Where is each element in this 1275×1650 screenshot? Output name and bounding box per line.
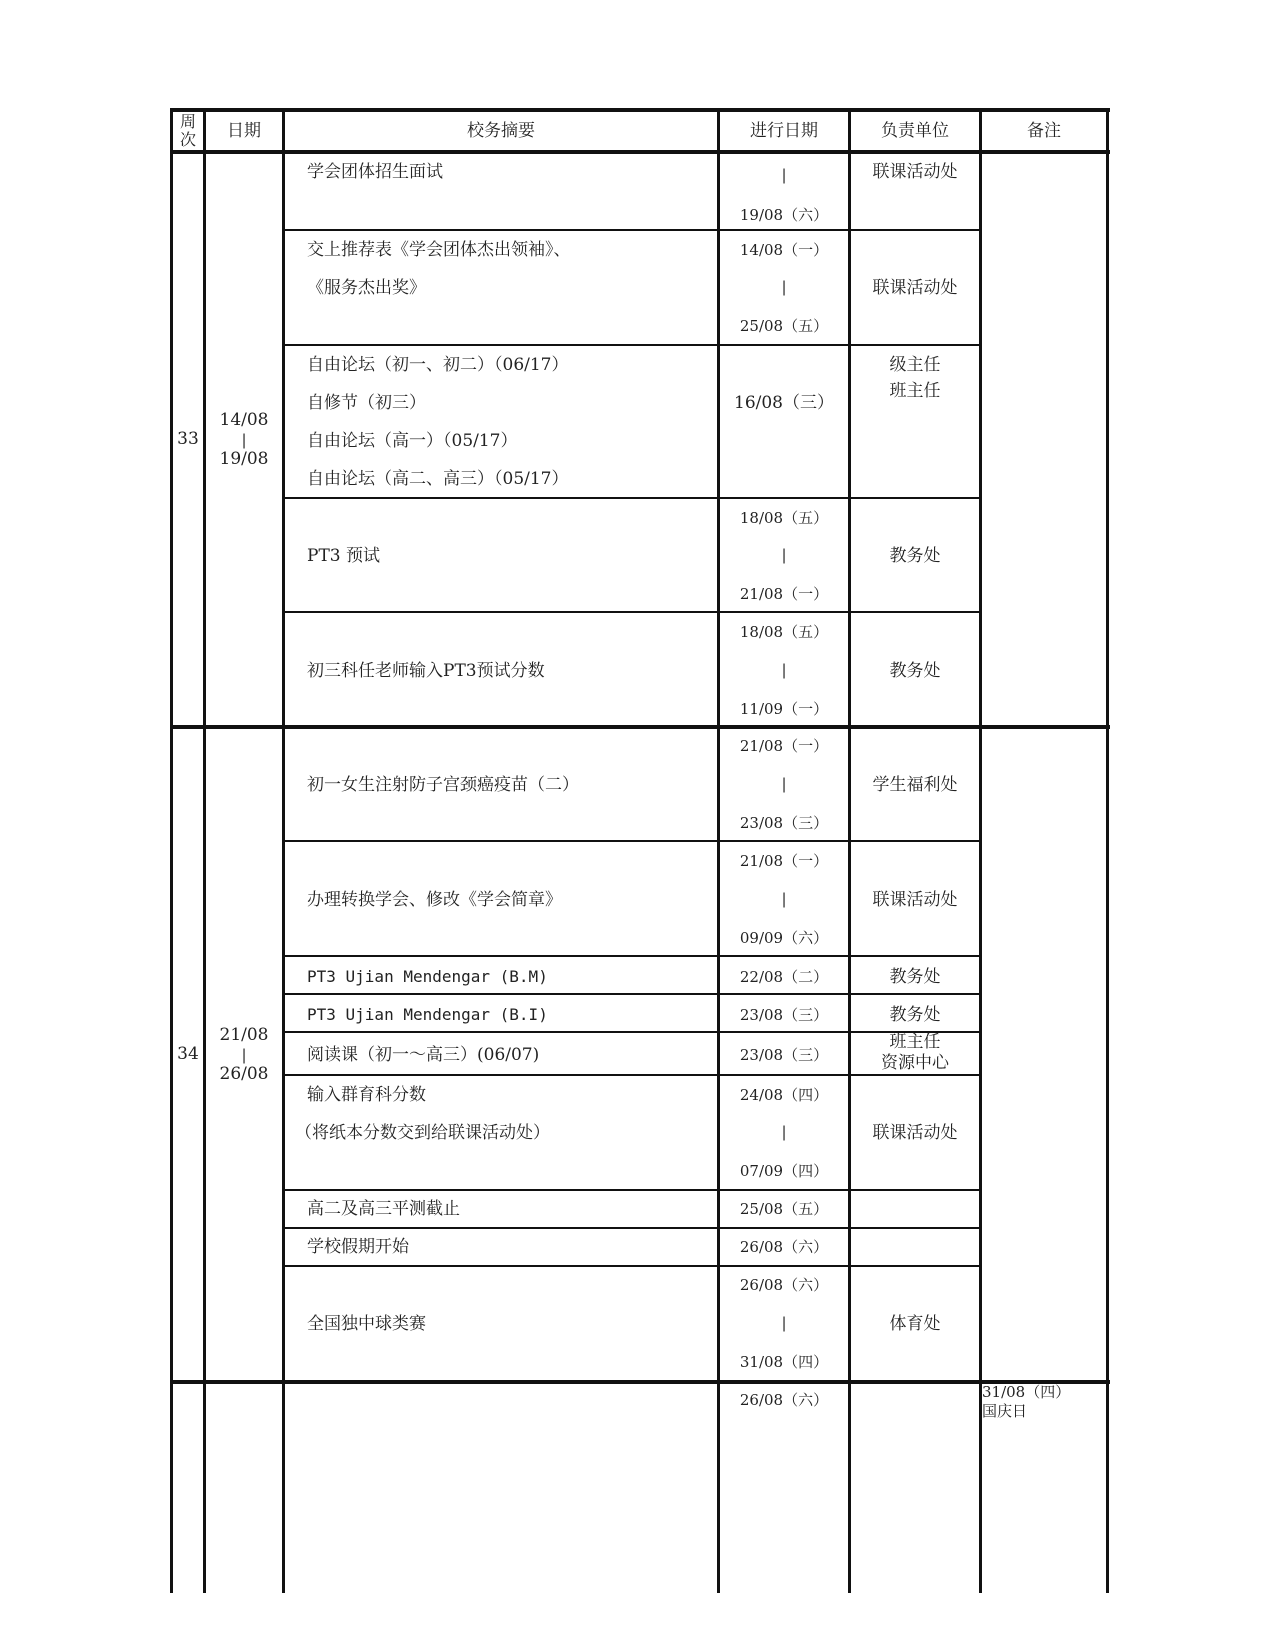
summary-text: 《服务杰出奖》	[307, 278, 426, 298]
date-start: 26/08（六）	[739, 1391, 829, 1409]
summary-text: 自由论坛（高一）（05/17）	[307, 431, 518, 451]
date-end: 07/09（四）	[739, 1162, 829, 1180]
dept-text: 资源中心	[881, 1053, 949, 1073]
date-end: 23/08（三）	[739, 814, 829, 832]
date-end: 31/08（四）	[739, 1353, 829, 1371]
summary-text: 交上推荐表《学会团体杰出领袖》、	[307, 240, 571, 260]
date-start: 26/08（六）	[739, 1276, 829, 1294]
date-start: 14/08（一）	[739, 241, 829, 259]
date-start: 23/08（三）	[739, 1046, 829, 1064]
header-week: 周次	[179, 112, 196, 149]
date-start: 21/08（一）	[739, 852, 829, 870]
date-to: 26/08	[219, 1063, 269, 1084]
date-end: 19/08（六）	[739, 206, 829, 224]
summary-text: 高二及高三平测截止	[307, 1199, 460, 1219]
dept-text: 联课活动处	[872, 890, 958, 910]
dept-text: 教务处	[889, 1005, 941, 1025]
date-start: 18/08（五）	[739, 623, 829, 641]
date-start: 21/08（一）	[739, 737, 829, 755]
date-to: 19/08	[219, 448, 269, 469]
dept-text: 联课活动处	[872, 162, 958, 182]
dept-text: 级主任	[889, 355, 941, 375]
date-start: 22/08（二）	[739, 968, 829, 986]
date-start: 23/08（三）	[739, 1006, 829, 1024]
summary-text: PT3 预试	[307, 546, 380, 566]
date-start: 18/08（五）	[739, 509, 829, 527]
date-end: 21/08（一）	[739, 585, 829, 603]
dept-text: 体育处	[889, 1314, 941, 1334]
header-proceed-date: 进行日期	[750, 120, 818, 141]
date-separator: |	[781, 166, 787, 184]
dept-text: 联课活动处	[872, 1123, 958, 1143]
date-separator: |	[781, 890, 787, 908]
summary-text: 阅读课（初一～高三）(06/07)	[307, 1045, 540, 1065]
date-separator: |	[241, 1045, 247, 1064]
dept-text: 联课活动处	[872, 278, 958, 298]
summary-text: 自修节（初三）	[307, 393, 426, 413]
school-schedule-table	[170, 108, 1170, 1593]
header-summary: 校务摘要	[467, 120, 535, 141]
summary-text: 输入群育科分数	[307, 1085, 426, 1105]
header-date: 日期	[227, 120, 261, 141]
date-from: 21/08	[219, 1025, 269, 1046]
date-end: 09/09（六）	[739, 929, 829, 947]
summary-text: PT3 Ujian Mendengar (B.M)	[307, 967, 548, 986]
summary-text: （将纸本分数交到给联课活动处）	[295, 1123, 550, 1143]
summary-text: 学会团体招生面试	[307, 162, 443, 182]
proceed-date-cell	[720, 154, 848, 229]
date-separator: |	[241, 430, 247, 449]
date-separator: |	[781, 775, 787, 793]
summary-text: 学校假期开始	[307, 1237, 409, 1257]
date-start: 16/08（三）	[734, 393, 834, 413]
summary-text: 全国独中球类赛	[307, 1314, 426, 1334]
summary-text: 初三科任老师输入PT3预试分数	[307, 661, 545, 681]
remark-text: 国庆日	[982, 1402, 1028, 1420]
dept-text: 教务处	[889, 967, 941, 987]
date-end: 11/09（一）	[739, 700, 829, 718]
date-separator: |	[781, 1314, 787, 1332]
date-separator: |	[781, 278, 787, 296]
week-number: 33	[177, 429, 199, 450]
week-date-range	[206, 729, 282, 1380]
date-from: 14/08	[219, 410, 269, 431]
header-remark: 备注	[1027, 120, 1061, 141]
remark-text: 31/08（四）	[982, 1383, 1071, 1401]
summary-text: PT3 Ujian Mendengar (B.I)	[307, 1005, 548, 1024]
date-start: 26/08（六）	[739, 1238, 829, 1256]
dept-text: 班主任	[889, 1032, 941, 1052]
dept-text: 教务处	[889, 546, 941, 566]
dept-text: 学生福利处	[872, 775, 958, 795]
date-separator: |	[781, 661, 787, 679]
summary-text: 初一女生注射防子宫颈癌疫苗（二）	[307, 775, 579, 795]
dept-text: 班主任	[889, 381, 941, 401]
date-start: 24/08（四）	[739, 1086, 829, 1104]
header-dept: 负责单位	[881, 120, 949, 141]
summary-text: 办理转换学会、修改《学会简章》	[307, 890, 562, 910]
date-separator: |	[781, 1123, 787, 1141]
summary-text: 自由论坛（初一、初二）（06/17）	[307, 355, 569, 375]
week-number: 34	[177, 1044, 199, 1065]
dept-text: 教务处	[889, 661, 941, 681]
week-date-range	[206, 154, 282, 725]
date-end: 25/08（五）	[739, 317, 829, 335]
date-separator: |	[781, 546, 787, 564]
summary-text: 自由论坛（高二、高三）（05/17）	[307, 469, 569, 489]
date-start: 25/08（五）	[739, 1200, 829, 1218]
